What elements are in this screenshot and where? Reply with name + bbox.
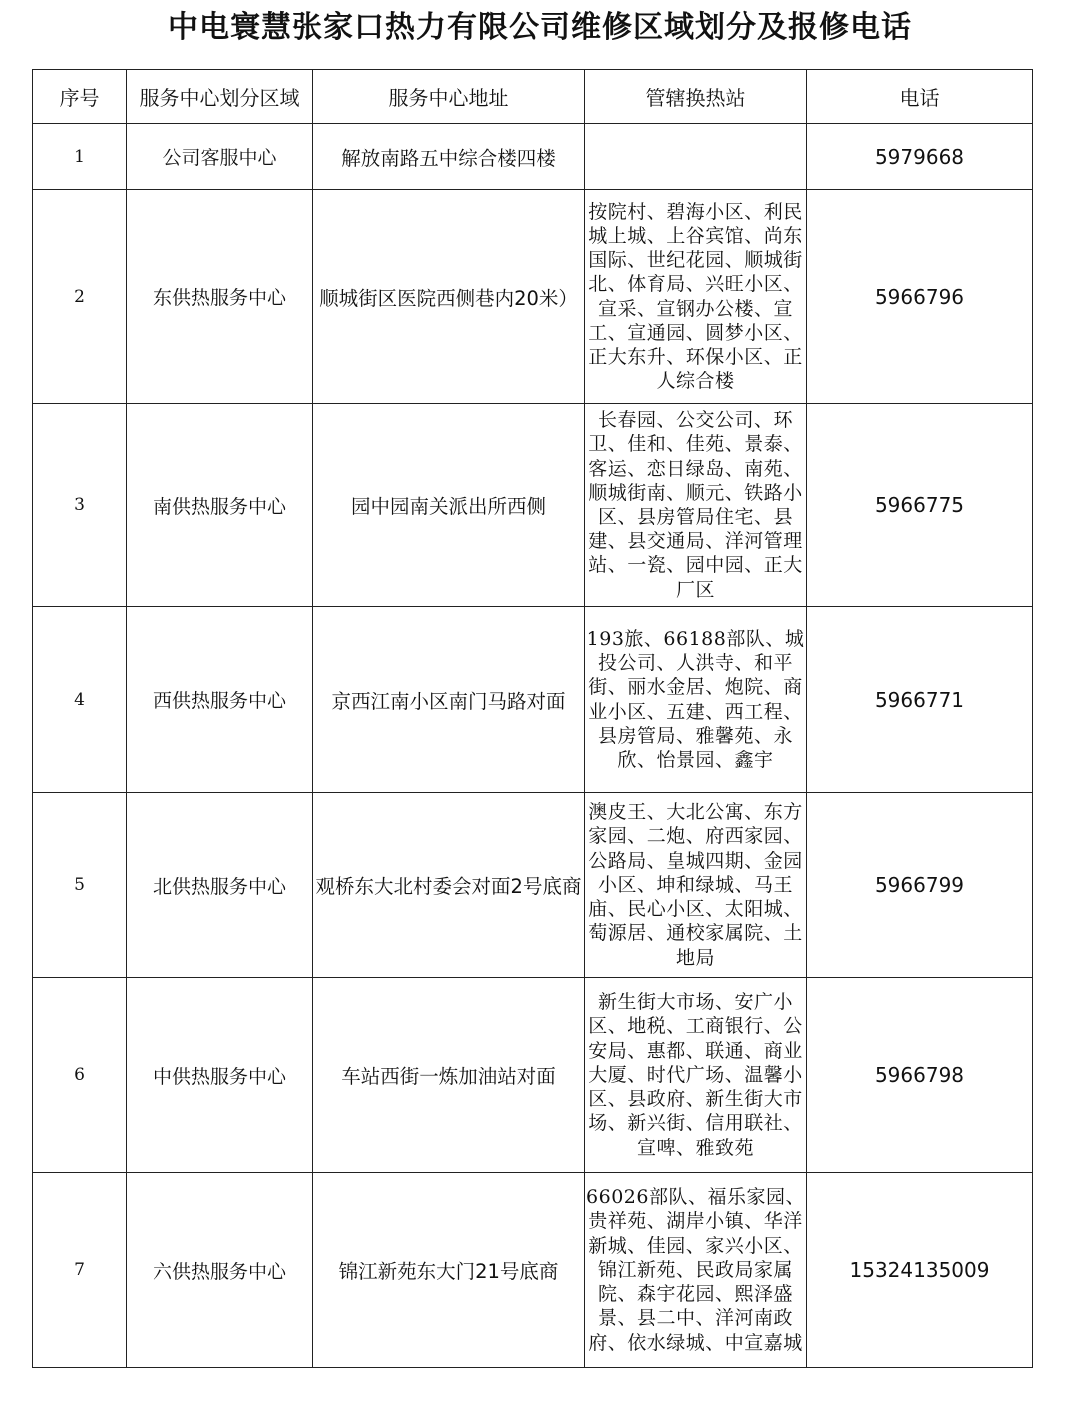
seq-cell: 5 — [33, 793, 127, 978]
stations-cell — [585, 124, 807, 190]
seq-cell: 2 — [33, 190, 127, 404]
header-seq: 序号 — [33, 70, 127, 124]
stations-cell: 193旅、66188部队、城投公司、人洪寺、和平街、丽水金居、炮院、商业小区、五建、西工程、县房管局、雅馨苑、永欣、怡景园、鑫宇 — [585, 607, 807, 793]
stations-cell: 长春园、公交公司、环卫、佳和、佳苑、景泰、客运、恋日绿岛、南苑、顺城街南、顺元、铁路小区、县房管局住宅、县建、县交通局、洋河管理站、一瓷、园中园、正大厂区 — [585, 404, 807, 607]
table-row — [33, 124, 1033, 190]
header-region: 服务中心划分区域 — [127, 70, 313, 124]
table-row — [33, 793, 1033, 978]
header-stations: 管辖换热站 — [585, 70, 807, 124]
phone-cell: 5966799 — [807, 793, 1033, 978]
seq-cell: 3 — [33, 404, 127, 607]
region-cell: 南供热服务中心 — [127, 404, 313, 607]
phone-cell: 5966771 — [807, 607, 1033, 793]
phone-cell: 5966775 — [807, 404, 1033, 607]
phone-cell: 5979668 — [807, 124, 1033, 190]
region-cell: 六供热服务中心 — [127, 1173, 313, 1368]
table-row — [33, 607, 1033, 793]
stations-cell: 澳皮王、大北公寓、东方家园、二炮、府西家园、公路局、皇城四期、金园小区、坤和绿城、马王庙、民心小区、太阳城、萄源居、通校家属院、土地局 — [585, 793, 807, 978]
seq-cell: 7 — [33, 1173, 127, 1368]
repair-table — [32, 69, 1033, 1368]
region-cell: 西供热服务中心 — [127, 607, 313, 793]
stations-cell: 按院村、碧海小区、利民城上城、上谷宾馆、尚东国际、世纪花园、顺城街北、体育局、兴旺小区、宣采、宣钢办公楼、宣工、宣通园、圆梦小区、正大东升、环保小区、正人综合楼 — [585, 190, 807, 404]
header-address: 服务中心地址 — [313, 70, 585, 124]
phone-cell: 15324135009 — [807, 1173, 1033, 1368]
seq-cell: 1 — [33, 124, 127, 190]
seq-cell: 6 — [33, 978, 127, 1173]
address-cell: 解放南路五中综合楼四楼 — [313, 124, 585, 190]
table-row — [33, 978, 1033, 1173]
region-cell: 北供热服务中心 — [127, 793, 313, 978]
table-header-row — [33, 70, 1033, 124]
region-cell: 东供热服务中心 — [127, 190, 313, 404]
stations-cell: 66026部队、福乐家园、贵祥苑、湖岸小镇、华洋新城、佳园、家兴小区、锦江新苑、民政局家属院、森宇花园、熙泽盛景、县二中、洋河南政府、依水绿城、中宣嘉城 — [585, 1173, 807, 1368]
page-title: 中电寰慧张家口热力有限公司维修区域划分及报修电话 — [168, 10, 912, 45]
region-cell: 公司客服中心 — [127, 124, 313, 190]
seq-cell: 4 — [33, 607, 127, 793]
region-cell: 中供热服务中心 — [127, 978, 313, 1173]
stations-cell: 新生街大市场、安广小区、地税、工商银行、公安局、惠都、联通、商业大厦、时代广场、温馨小区、县政府、新生街大市场、新兴街、信用联社、宣啤、雅致苑 — [585, 978, 807, 1173]
phone-cell: 5966798 — [807, 978, 1033, 1173]
header-phone: 电话 — [807, 70, 1033, 124]
address-cell: 京西江南小区南门马路对面 — [313, 607, 585, 793]
address-cell: 车站西街一炼加油站对面 — [313, 978, 585, 1173]
address-cell: 观桥东大北村委会对面2号底商 — [313, 793, 585, 978]
phone-cell: 5966796 — [807, 190, 1033, 404]
table-row — [33, 190, 1033, 404]
address-cell: 顺城街区医院西侧巷内20米） — [313, 190, 585, 404]
table-row — [33, 1173, 1033, 1368]
table-row — [33, 404, 1033, 607]
address-cell: 园中园南关派出所西侧 — [313, 404, 585, 607]
address-cell: 锦江新苑东大门21号底商 — [313, 1173, 585, 1368]
